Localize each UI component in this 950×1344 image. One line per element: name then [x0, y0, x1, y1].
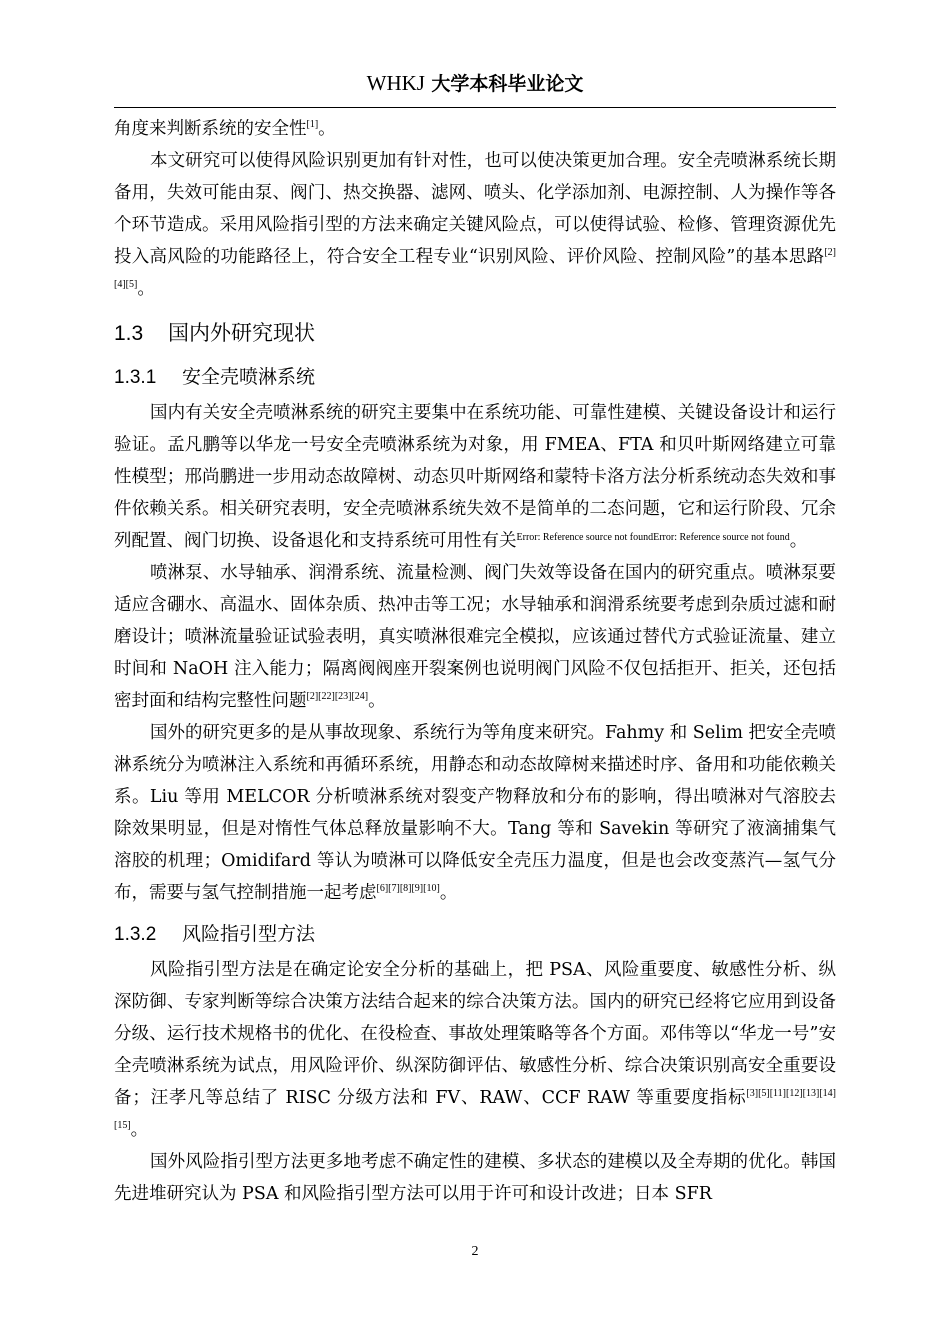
page-number: 2 [471, 1244, 479, 1259]
citation-error: Error: Reference source not foundError: Reference source not found [516, 532, 790, 543]
header-rule [114, 107, 836, 108]
subsection-heading: 1.3.1 安全壳喷淋系统 [114, 366, 316, 388]
header-title-cjk: 大学本科毕业论文 [431, 73, 584, 95]
page-header [114, 66, 836, 101]
citation: [2][4][5] [114, 247, 836, 290]
paragraph: 国内有关安全壳喷淋系统的研究主要集中在系统功能、可靠性建模、关键设备设计和运行验证。孟凡鹏等以华龙一号安全壳喷淋系统为对象，用 FMEA、FTA 和贝叶斯网络建立可靠性模型；邢尚鹏进一步用动态故障树、动态贝叶斯网络和蒙特卡洛方法分析系统动态失效和事件依赖关系。相关研究表明，安全壳喷淋系统失效不是简单的二态问题，它和运行阶段、冗余列配置、阀门切换、设备退化和支持系统可用性有关$^{Error: Reference source not foundError: Reference source not found}$。 [114, 403, 836, 551]
citation: [6][7][8][9][10] [376, 883, 440, 894]
paragraph: 本文研究可以使得风险识别更加有针对性，也可以使决策更加合理。安全壳喷淋系统长期备用，失效可能由泵、阀门、热交换器、滤网、喷头、化学添加剂、电源控制、人为操作等各个环节造成。采用风险指引型的方法来确定关键风险点，可以使得试验、检修、管理资源优先投入高风险的功能路径上，符合安全工程专业“识别风险、评价风险、控制风险”的基本思路[2][4][5]。 [114, 151, 836, 299]
citation: [1] [306, 119, 319, 130]
paragraph: 喷淋泵、水导轴承、润滑系统、流量检测、阀门失效等设备在国内的研究重点。喷淋泵要适应含硼水、高温水、固体杂质、热冲击等工况；水导轴承和润滑系统要考虑到杂质过滤和耐磨设计；喷淋流量验证试验表明，真实喷淋很难完全模拟，应该通过替代方式验证流量、建立时间和 NaOH 注入能力；隔离阀阀座开裂案例也说明阀门风险不仅包括拒开、拒关，还包括密封面和结构完整性问题[2][22][23][24]。 [114, 563, 836, 711]
section-heading: 1.3 国内外研究现状 [114, 321, 315, 345]
paragraph: 国外的研究更多的是从事故现象、系统行为等角度来研究。Fahmy 和 Selim 把安全壳喷淋系统分为喷淋注入系统和再循环系统，用静态和动态故障树来描述时序、备用和功能依赖关系。Liu 等用 MELCOR 分析喷淋系统对裂变产物释放和分布的影响，得出喷淋对气溶胶去除效果明显，但是对惰性气体总释放量影响不大。Tang 等和 Savekin 等研究了液滴捕集气溶胶的机理；Omidifard 等认为喷淋可以降低安全壳压力温度，但是也会改变蒸汽—氢气分布，需要与氢气控制措施一起考虑[6][7][8][9][10]。 [114, 723, 836, 903]
subsection-heading: 1.3.2 风险指引型方法 [114, 923, 316, 945]
citation: [3][5][11][12][13][14][15] [114, 1088, 836, 1131]
body-content [114, 113, 836, 1210]
paragraph: 国外风险指引型方法更多地考虑不确定性的建模、多状态的建模以及全寿期的优化。韩国先进堆研究认为 PSA 和风险指引型方法可以用于许可和设计改进；日本 SFR [114, 1152, 836, 1204]
paragraph-continued: 角度来判断系统的安全性[1]。 [114, 119, 336, 139]
header-title-latin: WHKJ [366, 71, 425, 95]
paragraph: 风险指引型方法是在确定论安全分析的基础上，把 PSA、风险重要度、敏感性分析、纵深防御、专家判断等综合决策方法结合起来的综合决策方法。国内的研究已经将它应用到设备分级、运行技术规格书的优化、在役检查、事故处理策略等各个方面。邓伟等以“华龙一号”安全壳喷淋系统为试点，用风险评价、纵深防御评估、敏感性分析、综合决策识别高安全重要设备；汪孝凡等总结了 RISC 分级方法和 FV、RAW、CCF RAW 等重要度指标[3][5][11][12][13][14][15]。 [114, 960, 836, 1140]
citation: [2][22][23][24] [306, 691, 369, 702]
